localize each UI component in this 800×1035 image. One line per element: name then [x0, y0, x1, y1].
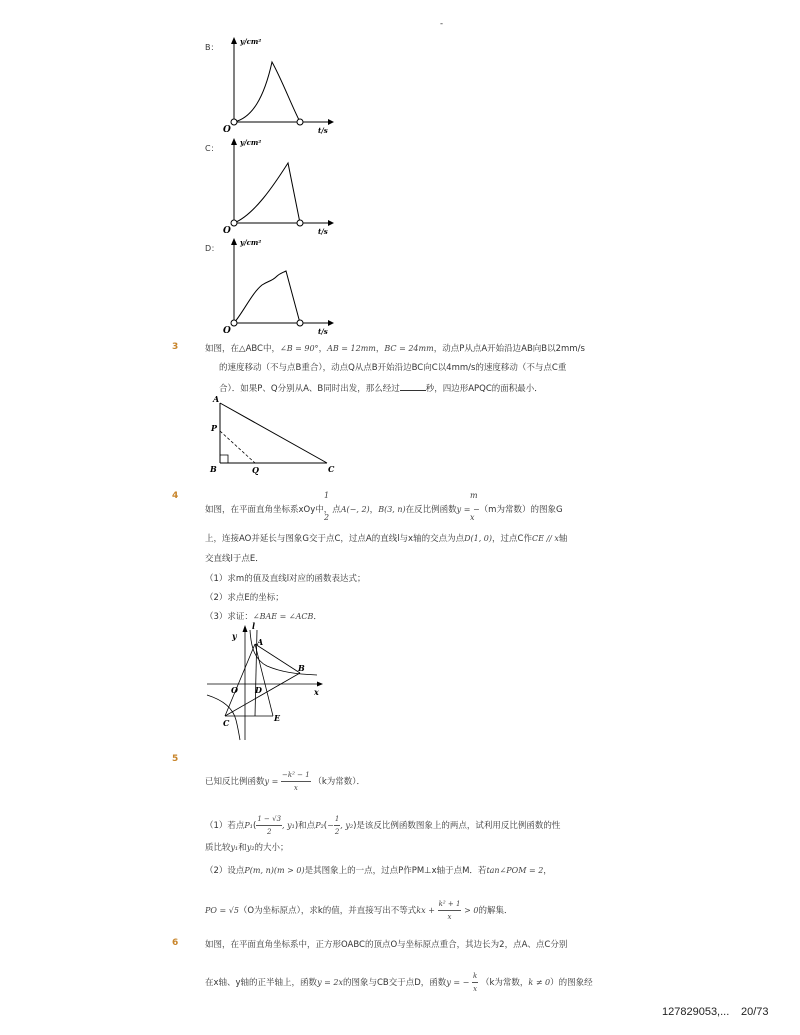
option-c-xlabel: t/s [318, 227, 328, 235]
answer-blank [400, 381, 426, 391]
q4-label-y: y [232, 631, 237, 641]
q5-part-2: （2）设点P(m, n)(m > 0)是其图象上的一点，过点P作PM⊥x轴于点M．若tan∠POM = 2， [205, 866, 552, 876]
q4-line-1: 如图，在平面直角坐标系xOy中，点A(−, 2)，B(3, n)在反比例函数y = −（m为常数）的图象G [205, 505, 563, 515]
q3-label-c: C [328, 464, 335, 474]
q4-label-c: C [223, 718, 230, 728]
q5-part-1: （1）若点P₁( $\frac{1 - √3}{2}$ , y₁)和点P₂(− $\frac{1}{2}$ , y₂)是该反比例函数图象上的两点，试利用反比例函数的性 [205, 815, 561, 836]
q4-label-x: x [314, 687, 319, 697]
question-number-3: 3 [172, 342, 179, 352]
q4-label-l: l [252, 621, 256, 631]
q5-part-1-cont: 质比较y₁和y₂的大小； [205, 843, 289, 853]
option-d-origin: O [223, 326, 231, 335]
option-b-origin: O [223, 125, 231, 134]
q3-line-2: 的速度移动（不与点B重合），动点Q从点B开始沿边BC向C以4mm/s的速度移动（不与点C重 [219, 363, 567, 373]
question-number-4: 4 [172, 491, 179, 501]
q3-label-q: Q [252, 465, 259, 475]
q4-label-b: B [298, 663, 305, 673]
q3-line-3: 合）．如果P、Q分别从A、B同时出发，那么经过 秒，四边形APQC的面积最小． [219, 381, 543, 395]
q5-part-2-cont: PO = √5（O为坐标原点），求k的值，并直接写出不等式kx + $\frac{\text{k² + 1}}{x}$ > 0的解集． [205, 900, 513, 921]
q5-line-1: 已知反比例函数y = $\frac{\text{−k² − 1}}{x}$ （k为常数）． [205, 771, 366, 792]
q4-line-2: 上，连接AO并延长与图象G交于点C，过点A的直线l与x轴的交点为点D(1, 0)，过点C作CE // x轴 [205, 534, 568, 544]
q3-triangle-figure [205, 393, 345, 475]
p1-fraction: $\frac{1 - √3}{2}$ [257, 815, 282, 836]
option-b-label: B： [205, 43, 219, 52]
q4-label-e: E [274, 713, 281, 723]
q4-label-o: O [231, 685, 238, 695]
q3-label-b: B [210, 464, 217, 474]
q4-sub-3: （3）求证：∠BAE = ∠ACB． [205, 612, 322, 622]
option-d-label: D： [205, 244, 220, 253]
q4-coordinate-figure [205, 620, 335, 742]
q4-line-3: 交直线l于点E． [205, 554, 264, 564]
q4-a-frac-num: 1 [324, 491, 330, 500]
q6-line-2: 在x轴、y轴的正半轴上，函数y = 2x的图象与CB交于点D，函数y = − $\frac{k}{x}$ （k为常数，k ≠ 0）的图象经 [205, 972, 593, 993]
option-c-ylabel: y/cm² [240, 138, 262, 147]
option-d-xlabel: t/s [318, 327, 328, 335]
option-c-label: C： [205, 144, 219, 153]
top-mark: - [440, 19, 444, 29]
option-b-graph [218, 34, 338, 134]
option-c-graph [218, 135, 338, 235]
q4-label-a: A [257, 637, 264, 647]
q4-sub-1: （1）求m的值及直线l对应的函数表达式； [205, 574, 366, 584]
doc-id: 127829053,... [662, 1006, 730, 1018]
q5-fraction: $\frac{\text{−k² − 1}}{x}$ [281, 771, 310, 792]
option-b-xlabel: t/s [318, 126, 328, 134]
question-number-6: 6 [172, 938, 179, 948]
triangle-icon: △ [239, 344, 246, 354]
q4-m-frac-den: x [470, 513, 475, 522]
option-d-ylabel: y/cm² [240, 238, 262, 247]
page-indicator: 20/73 [741, 1006, 769, 1018]
option-b-ylabel: y/cm² [240, 37, 262, 46]
q6-k-fraction: $\frac{k}{x}$ [473, 972, 478, 993]
p2-fraction: $\frac{1}{2}$ [334, 815, 340, 836]
q5-ineq-fraction: $\frac{\text{k² + 1}}{x}$ [438, 900, 461, 921]
option-c-origin: O [223, 226, 231, 235]
q4-label-d: D [255, 685, 262, 695]
q3-label-a: A [213, 394, 220, 404]
q3-line-1: 如图，在△ABC中，∠B = 90°，AB = 12mm，BC = 24mm，动点P从点A开始沿边AB向B以2mm/s [205, 344, 585, 354]
q6-line-1: 如图，在平面直角坐标系中，正方形OABC的顶点O与坐标原点重合，其边长为2，点A、点C分别 [205, 940, 568, 950]
option-d-graph [218, 235, 338, 335]
q4-a-frac-den: 2 [324, 513, 330, 522]
q4-sub-2: （2）求点E的坐标； [205, 593, 284, 603]
question-number-5: 5 [172, 754, 179, 764]
q3-label-p: P [211, 423, 218, 433]
q4-m-frac-num: m [470, 491, 478, 500]
